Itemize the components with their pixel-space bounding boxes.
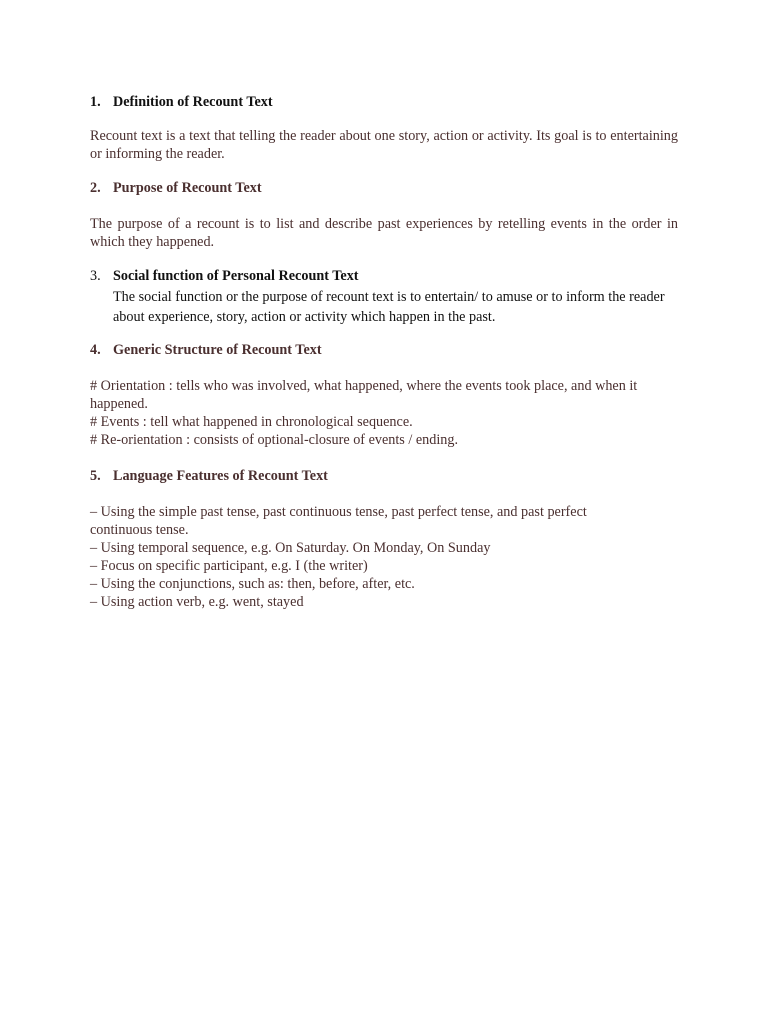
- feature-line: – Using the conjunctions, such as: then, before, after, etc.: [90, 576, 415, 592]
- structure-line: # Re-orientation : consists of optional-closure of events / ending.: [90, 432, 459, 448]
- section-number: 5.: [90, 468, 101, 484]
- section-2-heading: [90, 179, 678, 197]
- section-number: 2.: [90, 180, 101, 196]
- feature-line: – Using temporal sequence, e.g. On Saturday. On Monday, On Sunday: [90, 540, 491, 556]
- section-4-heading: [90, 341, 678, 359]
- section-5-heading: [90, 467, 678, 485]
- section-number: 3.: [90, 268, 101, 284]
- section-1-heading: [90, 93, 678, 111]
- section-title: Generic Structure of Recount Text: [113, 342, 322, 358]
- section-title: Social function of Personal Recount Text: [113, 268, 359, 284]
- section-4-list: [90, 377, 678, 449]
- section-number: 1.: [90, 94, 101, 110]
- section-title: Definition of Recount Text: [113, 94, 273, 110]
- document-page: [90, 93, 678, 611]
- section-2-paragraph: The purpose of a recount is to list and describe past experiences by retelling events in the order in which they happened.: [90, 216, 678, 250]
- structure-line: # Orientation : tells who was involved, what happened, where the events took place, and when it happened.: [90, 378, 638, 412]
- section-title: Language Features of Recount Text: [113, 468, 328, 484]
- section-5-list: [90, 503, 678, 611]
- feature-line: – Using the simple past tense, past continuous tense, past perfect tense, and past perfect continuous tense.: [90, 504, 587, 538]
- section-title: Purpose of Recount Text: [113, 180, 262, 196]
- section-1-paragraph: Recount text is a text that telling the reader about one story, action or activity. Its goal is to entertaining or informing the reader.: [90, 128, 678, 162]
- section-3-paragraph: The social function or the purpose of recount text is to entertain/ to amuse or to inform the reader about experience, story, action or activity which happen in the past.: [113, 289, 665, 325]
- structure-line: # Events : tell what happened in chronological sequence.: [90, 414, 413, 430]
- feature-line: – Focus on specific participant, e.g. I (the writer): [90, 558, 368, 574]
- feature-line: – Using action verb, e.g. went, stayed: [90, 594, 304, 610]
- section-number: 4.: [90, 342, 101, 358]
- section-3-heading: [90, 267, 678, 285]
